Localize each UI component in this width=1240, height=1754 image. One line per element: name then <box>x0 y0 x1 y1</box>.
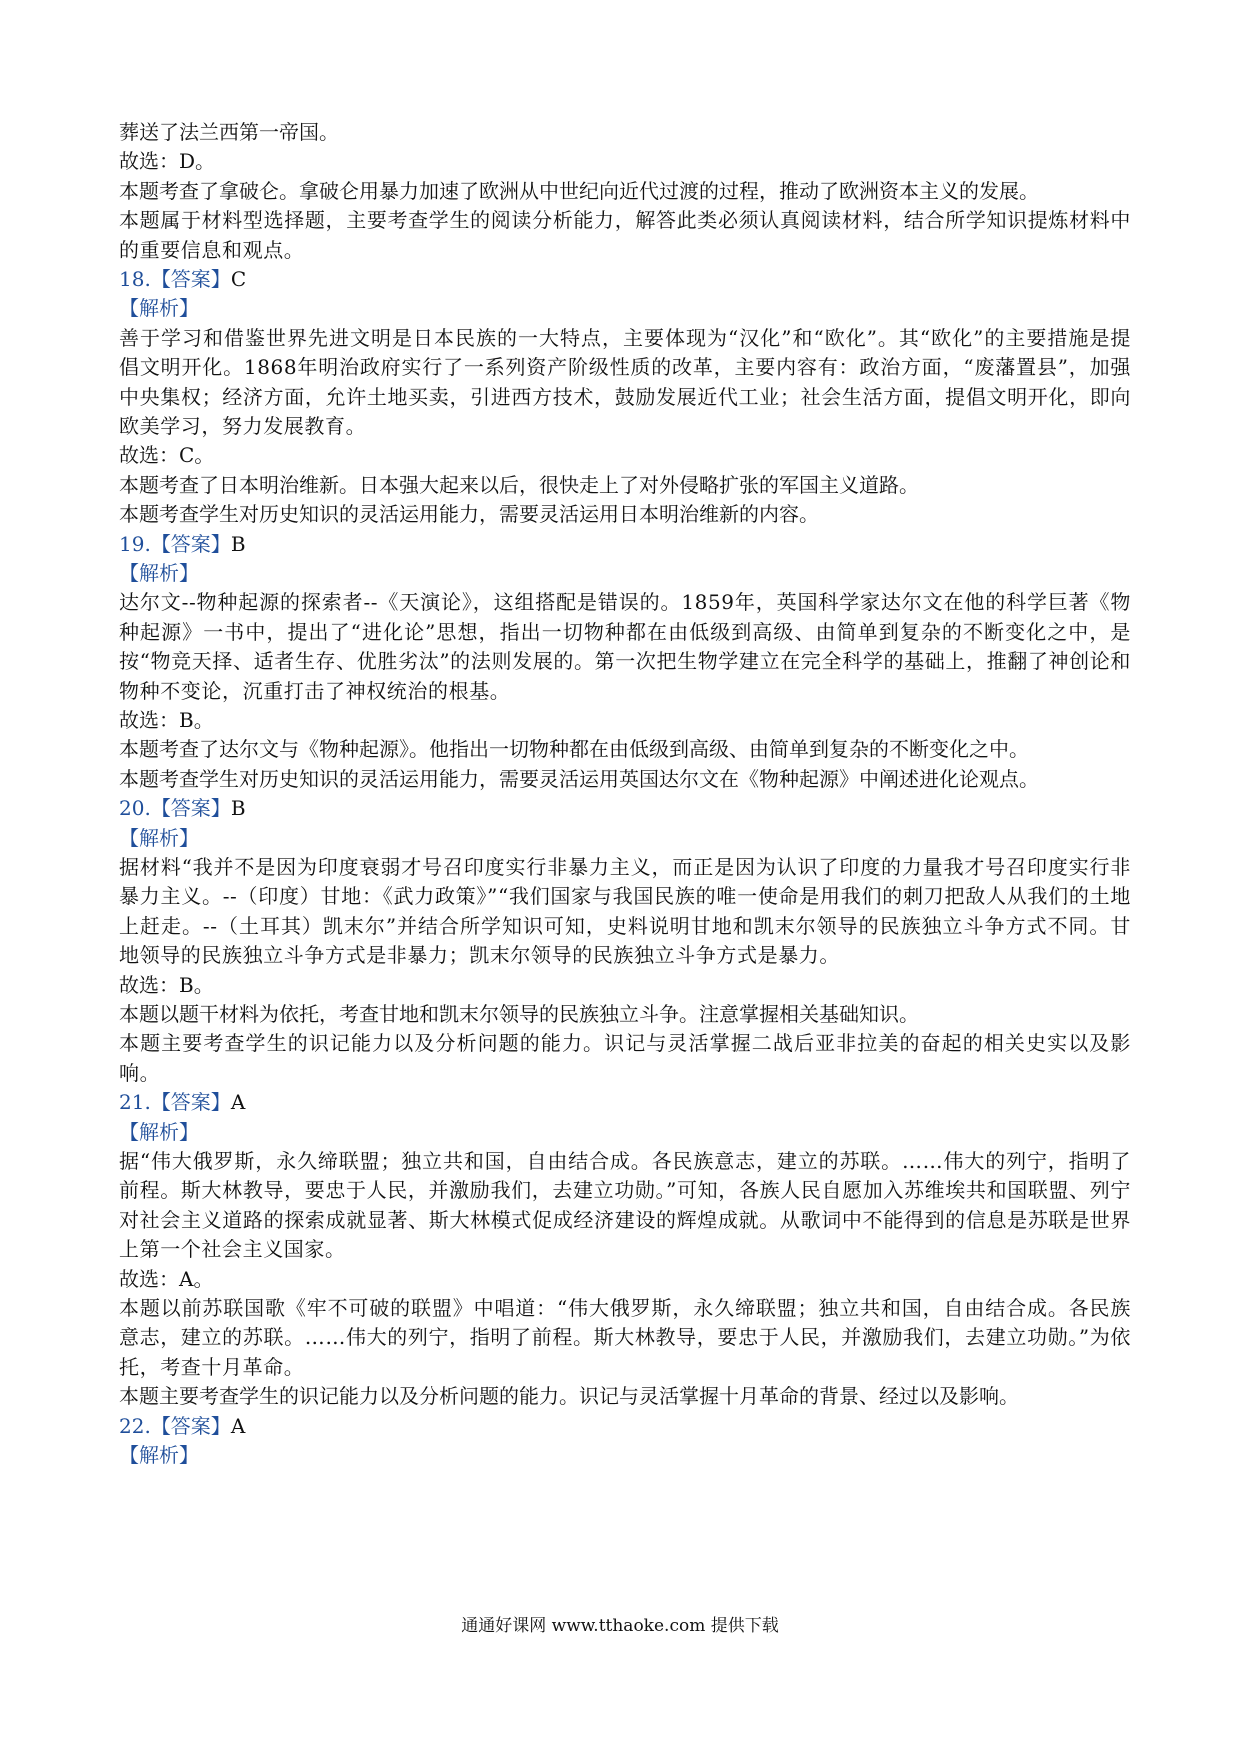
answer-label: 【答案】 <box>150 531 231 556</box>
question-number: 22. <box>119 1413 151 1438</box>
question-number: 21. <box>119 1090 151 1115</box>
paragraph: 据材料“我并不是因为印度衰弱才号召印度实行非暴力主义，而正是因为认识了印度的力量我才号召印度实行非暴力主义。--（印度）甘地：《武力政策》”“我们国家与我国民族的唯一使命是用我们的刺刀把敌人从我们的土地上赶走。--（土耳其）凯末尔”并结合所学知识可知，史料说明甘地和凯末尔领导的民族独立斗争方式不同。甘地领导的民族独立斗争方式是非暴力；凯末尔领导的民族独立斗争方式是暴力。 <box>119 854 1131 968</box>
answer-value: A <box>230 1090 246 1115</box>
answer-value: A <box>230 1413 246 1438</box>
paragraph: 本题属于材料型选择题，主要考查学生的阅读分析能力，解答此类必须认真阅读材料，结合所学知识提炼材料中的重要信息和观点。 <box>119 208 1131 262</box>
paragraph: 据“伟大俄罗斯，永久缔联盟；独立共和国，自由结合成。各民族意志，建立的苏联。……伟大的列宁，指明了前程。斯大林教导，要忠于人民，并激励我们，去建立功勋。”可知，各族人民自愿加入苏维埃共和国联盟、列宁对社会主义道路的探索成就显著、斯大林模式促成经济建设的辉煌成就。从歌词中不能得到的信息是苏联是世界上第一个社会主义国家。 <box>119 1148 1131 1262</box>
analysis-label: 【解析】 <box>119 296 199 321</box>
answer-label: 【答案】 <box>150 796 231 821</box>
answer-label: 【答案】 <box>150 1090 231 1115</box>
answer-label: 【答案】 <box>150 1413 231 1438</box>
paragraph: 达尔文--物种起源的探索者--《天演论》，这组搭配是错误的。1859年，英国科学家达尔文在他的科学巨著《物种起源》一书中，提出了“进化论”思想，指出一切物种都在由低级到高级、由简单到复杂的不断变化之中，是按“物竞天择、适者生存、优胜劣汰”的法则发展的。第一次把生物学建立在完全科学的基础上，推翻了神创论和物种不变论，沉重打击了神权统治的根基。 <box>119 590 1131 703</box>
text-line: 本题以题干材料为依托，考查甘地和凯末尔领导的民族独立斗争。注意掌握相关基础知识。 <box>119 1001 919 1026</box>
text-line: 葬送了法兰西第一帝国。 <box>119 120 339 144</box>
text-line: 故选：B。 <box>119 707 214 732</box>
analysis-label: 【解析】 <box>119 1442 199 1467</box>
answer-line <box>119 265 1131 294</box>
answer-value: C <box>230 266 247 291</box>
text-line: 本题考查了达尔文与《物种起源》。他指出一切物种都在由低级到高级、由简单到复杂的不断变化之中。 <box>119 737 1029 762</box>
question-number: 20. <box>119 796 151 821</box>
question-number: 18. <box>119 266 151 291</box>
answer-label: 【答案】 <box>150 266 231 291</box>
answer-value: B <box>230 796 246 821</box>
paragraph: 本题以前苏联国歌《牢不可破的联盟》中唱道：“伟大俄罗斯，永久缔联盟；独立共和国，自由结合成。各民族意志，建立的苏联。……伟大的列宁，指明了前程。斯大林教导，要忠于人民，并激励我们，去建立功勋。”为依托，考查十月革命。 <box>119 1295 1131 1379</box>
analysis-label: 【解析】 <box>119 560 199 585</box>
text-line: 故选：D。 <box>119 149 216 174</box>
question-number: 19. <box>119 531 151 556</box>
paragraph: 本题主要考查学生的识记能力以及分析问题的能力。识记与灵活掌握二战后亚非拉美的奋起的相关史实以及影响。 <box>119 1031 1131 1085</box>
text-line: 故选：B。 <box>119 972 214 997</box>
paragraph: 善于学习和借鉴世界先进文明是日本民族的一大特点，主要体现为“汉化”和“欧化”。其“欧化”的主要措施是提倡文明开化。1868年明治政府实行了一系列资产阶级性质的改革，主要内容有：政治方面，“废藩置县”，加强中央集权；经济方面，允许土地买卖，引进西方技术，鼓励发展近代工业；社会生活方面，提倡文明开化，即向欧美学习，努力发展教育。 <box>119 325 1131 438</box>
answer-value: B <box>230 531 246 556</box>
answer-line <box>119 530 1131 559</box>
text-line: 本题考查了拿破仑。拿破仑用暴力加速了欧洲从中世纪向近代过渡的过程，推动了欧洲资本主义的发展。 <box>119 178 1039 203</box>
text-line: 故选：C。 <box>119 443 215 468</box>
answer-line <box>119 794 1131 823</box>
analysis-label: 【解析】 <box>119 825 199 850</box>
answer-line <box>119 1088 1131 1117</box>
text-line: 本题主要考查学生的识记能力以及分析问题的能力。识记与灵活掌握十月革命的背景、经过以及影响。 <box>119 1384 1019 1409</box>
text-line: 本题考查学生对历史知识的灵活运用能力，需要灵活运用英国达尔文在《物种起源》中阐述进化论观点。 <box>119 766 1039 791</box>
text-line: 本题考查了日本明治维新。日本强大起来以后，很快走上了对外侵略扩张的军国主义道路。 <box>119 472 919 497</box>
text-line: 本题考查学生对历史知识的灵活运用能力，需要灵活运用日本明治维新的内容。 <box>119 502 819 527</box>
text-line: 故选：A。 <box>119 1266 214 1291</box>
page-footer: 通通好课网 www.tthaoke.com 提供下载 <box>461 1616 779 1636</box>
answer-line <box>119 1412 1131 1441</box>
answer-explanations <box>119 118 1131 1470</box>
analysis-label: 【解析】 <box>119 1119 199 1144</box>
